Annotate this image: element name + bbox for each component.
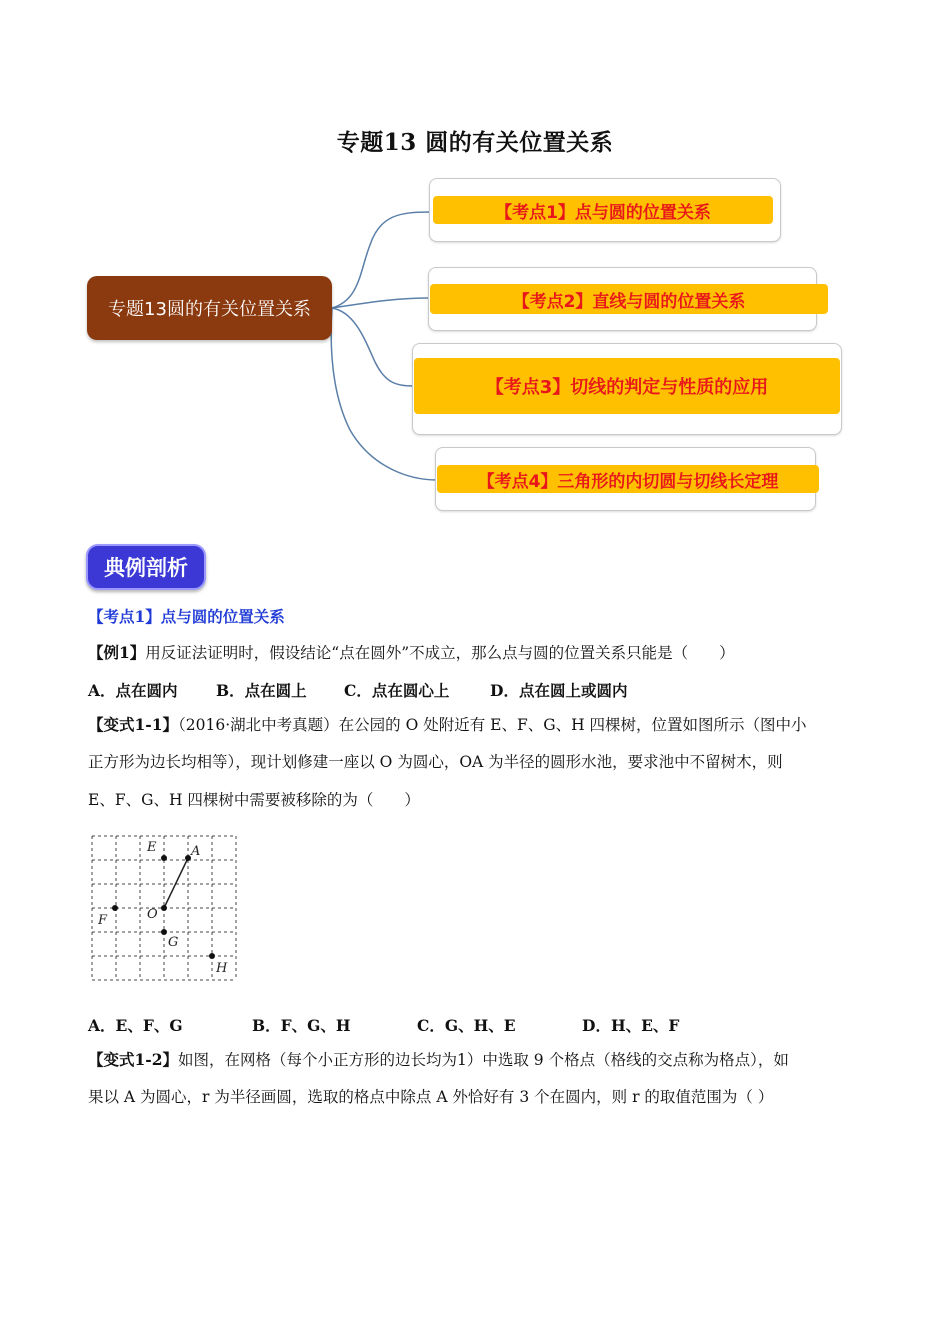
label-a: A — [191, 844, 201, 859]
label-g: G — [168, 935, 179, 950]
mindmap-node-3: 【考点3】切线的判定与性质的应用 — [414, 358, 840, 414]
variant-1-1-option-c: C．G、H、E — [417, 1016, 516, 1035]
example-1-text: 用反证法证明时，假设结论“点在圆外”不成立，那么点与圆的位置关系只能是（ ） — [145, 644, 735, 662]
example-1-question — [88, 643, 735, 663]
point-g — [161, 929, 167, 935]
variant-1-1-option-d: D．H、E、F — [582, 1016, 680, 1035]
point-o — [161, 905, 167, 911]
label-e: E — [147, 840, 157, 855]
connector-1 — [332, 212, 430, 308]
variant-1-1-options — [88, 1014, 788, 1036]
variant-1-2-line2: 果以 A 为圆心，r 为半径画圆，选取的格点中除点 A 外恰好有 3 个在圆内，则 r 的取值范围为（ ） — [88, 1088, 774, 1106]
example-1-options — [88, 679, 788, 701]
mindmap-node-2: 【考点2】直线与圆的位置关系 — [430, 284, 828, 314]
point-h — [209, 953, 215, 959]
variant-1-1-tag: 【变式1-1】 — [88, 715, 179, 734]
variant-1-1-option-b: B．F、G、H — [252, 1016, 351, 1035]
tree-grid-figure — [90, 834, 238, 982]
mindmap-node-4: 【考点4】三角形的内切圆与切线长定理 — [437, 465, 819, 493]
variant-1-1-text1: （2016·湖北中考真题）在公园的 O 处附近有 E、F、G、H 四棵树，位置如图所示（图中小 — [178, 716, 807, 734]
point-e — [161, 855, 167, 861]
label-h: H — [216, 961, 228, 976]
mindmap-center-node: 专题13圆的有关位置关系 — [87, 276, 332, 340]
label-o: O — [147, 907, 158, 922]
variant-1-2-line1 — [88, 1050, 789, 1070]
label-f: F — [98, 913, 108, 928]
page-title: 专题13 圆的有关位置关系 — [336, 129, 614, 156]
connector-3 — [332, 308, 413, 386]
variant-1-2-text1: 如图，在网格（每个小正方形的边长均为1）中选取 9 个格点（格线的交点称为格点），如 — [178, 1051, 789, 1069]
kaodian-1-heading: 【考点1】点与圆的位置关系 — [88, 607, 285, 626]
segment-oa — [164, 858, 188, 908]
variant-1-2-tag: 【变式1-2】 — [88, 1050, 179, 1069]
variant-1-1-line3: E、F、G、H 四棵树中需要被移除的为（ ） — [88, 791, 420, 809]
section-badge: 典例剖析 — [86, 544, 206, 590]
variant-1-1-line2: 正方形为边长均相等），现计划修建一座以 O 为圆心，OA 为半径的圆形水池，要求池中不留树木，则 — [88, 753, 783, 771]
mindmap-node-1: 【考点1】点与圆的位置关系 — [433, 196, 773, 224]
example-1-option-b: B．点在圆上 — [216, 681, 307, 700]
point-f — [112, 905, 118, 911]
variant-1-1-option-a: A．E、F、G — [88, 1016, 183, 1035]
example-1-tag: 【例1】 — [88, 643, 146, 662]
example-1-option-d: D．点在圆上或圆内 — [490, 681, 628, 700]
variant-1-1-line1 — [88, 715, 807, 735]
example-1-option-c: C．点在圆心上 — [344, 681, 450, 700]
example-1-option-a: A．点在圆内 — [88, 681, 178, 700]
